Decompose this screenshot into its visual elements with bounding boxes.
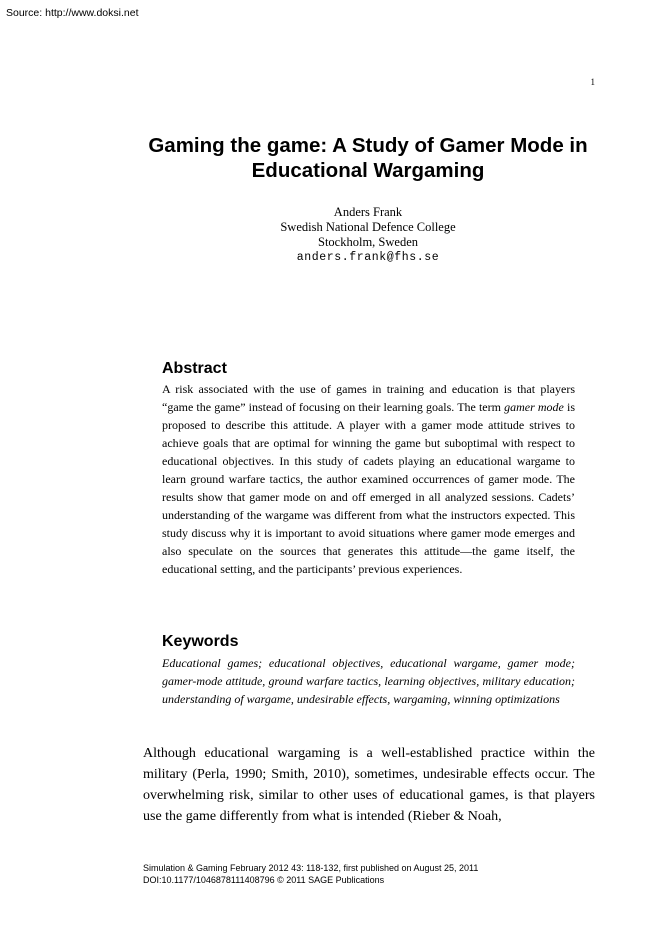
paper-title: Gaming the game: A Study of Gamer Mode in Educational Wargaming (148, 134, 588, 182)
abstract-term: gamer mode (504, 400, 564, 414)
author-email: anders.frank@fhs.se (296, 251, 440, 264)
footer-line-1: Simulation & Gaming February 2012 43: 118-132, first published on August 25, 2011 (143, 863, 479, 873)
source-note: Source: http://www.doksi.net (6, 7, 139, 19)
abstract-text (162, 380, 575, 578)
footer-line-2: DOI:10.1177/1046878111408796 © 2011 SAGE Publications (143, 875, 385, 885)
page-number: 1 (590, 77, 595, 87)
abstract-text-part1: A risk associated with the use of games in training and education is that players “game the game” instead of focusing on their learning goals. The term (162, 382, 575, 414)
intro-paragraph: Although educational wargaming is a well-established practice within the military (Perla, 1990; Smith, 2010), sometimes, undesirable effects occur. The overwhelming risk, similar to other uses of educational games, is that players use the game differently from what is intended (Rieber & Noah, (143, 746, 595, 824)
abstract-heading: Abstract (162, 360, 227, 377)
author-name: Anders Frank (333, 205, 403, 219)
author-location: Stockholm, Sweden (318, 235, 418, 249)
author-block (168, 205, 568, 265)
citation-footer (143, 862, 623, 886)
author-affiliation: Swedish National Defence College (280, 220, 456, 234)
keywords-text: Educational games; educational objectives, educational wargame, gamer mode; gamer-mode attitude, ground warfare tactics, learning objectives, military education; understanding of wargame, undesirable effects, wargaming, winning optimizations (162, 656, 575, 706)
keywords-heading: Keywords (162, 633, 239, 650)
abstract-text-part2: is proposed to describe this attitude. A player with a gamer mode attitude strives to achieve goals that are optimal for winning the game but suboptimal with respect to educational objectives. In this study of cadets playing an educational wargame to learn ground warfare tactics, the author examined occurrences of gamer mode. The results show that gamer mode on and off emerged in all analyzed sessions. Cadets’ understanding of the wargame was different from what the instructors expected. This study discuss why it is important to avoid situations where gamer mode emerges and also speculate on the sources that generates this attitude—the game itself, the educational setting, and the participants’ previous experiences. (162, 400, 575, 576)
